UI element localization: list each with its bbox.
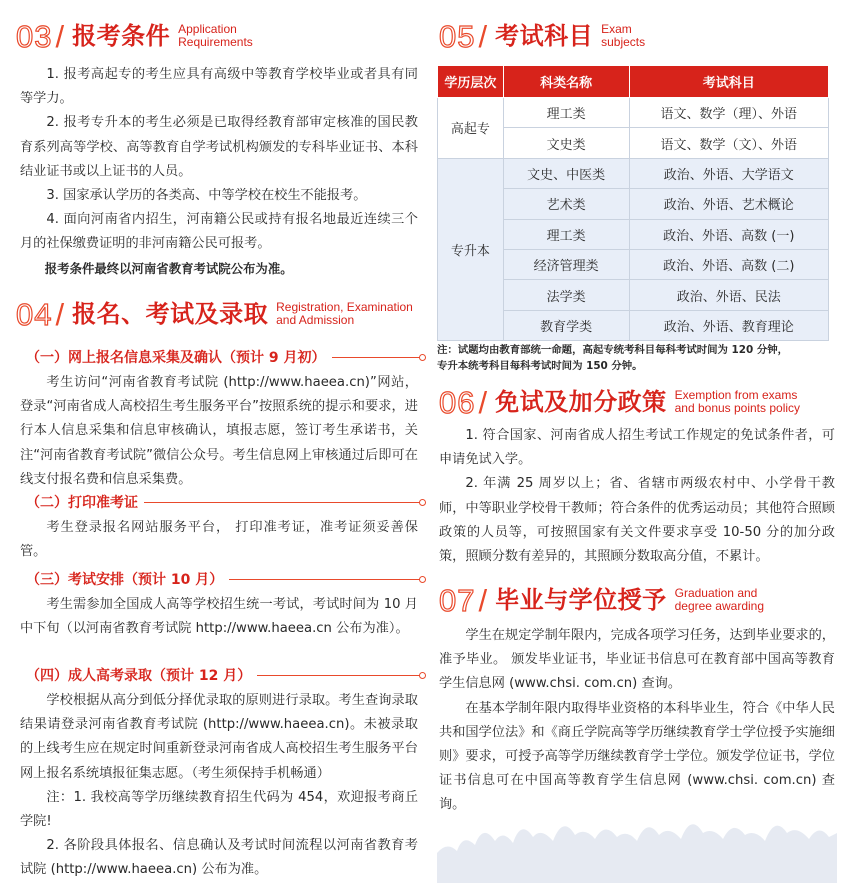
subsection-3-heading	[26, 569, 426, 589]
subsection-title: （二）打印准考证	[26, 495, 138, 511]
section-slash: /	[55, 296, 65, 332]
subsection-title: （一）网上报名信息采集及确认（预计 9 月初）	[26, 350, 326, 366]
section-title: 报考条件	[72, 22, 171, 50]
section-title-en: Application Requirements	[178, 22, 253, 49]
section-slash: /	[478, 384, 488, 420]
category-cell: 文史、中医类	[503, 158, 629, 188]
table-row	[438, 98, 829, 128]
divider-line	[332, 357, 421, 358]
section-03-header	[16, 16, 253, 56]
subsection-2-body	[20, 516, 418, 564]
subsection-4-body	[20, 689, 418, 883]
paragraph: 考生需参加全国成人高等学校招生统一考试，考试时间为 10 月中下旬（以河南省教育考试院 http://www.haeea.cn 公布为准）。	[20, 597, 418, 637]
section-number: 03	[16, 18, 53, 54]
section-04-header	[16, 294, 413, 334]
section-title: 毕业与学位授予	[495, 586, 667, 614]
subsection-1-heading	[26, 347, 426, 367]
section-title-en: Exam subjects	[601, 22, 646, 49]
subjects-cell: 政治、外语、民法	[629, 280, 829, 310]
table-note: 注：试题均由教育部统一命题，高起专统考科目每科考试时间为 120 分钟， 专升本统考科目每科考试时间为 150 分钟。	[437, 344, 789, 372]
category-cell: 文史类	[503, 128, 629, 158]
subjects-cell: 政治、外语、教育理论	[629, 310, 829, 340]
paragraph: 3. 国家承认学历的各类高、中等学校在校生不能报考。	[46, 188, 367, 204]
paragraph: 在基本学制年限内取得毕业资格的本科毕业生，符合《中华人民共和国学位法》和《商丘学院高等学历继续教育学士学位授予实施细则》要求，可授予高等学历继续教育学士学位。颁发学位证书，学位证书信息可在中国高等教育学生信息网 (www.chsi. com.cn) 查询。	[439, 700, 835, 813]
divider-dot	[419, 576, 426, 583]
section-number: 06	[439, 384, 476, 420]
category-cell: 理工类	[503, 98, 629, 128]
divider-line	[257, 675, 420, 676]
level-cell: 专升本	[438, 158, 504, 340]
paragraph: 学生在规定学制年限内，完成各项学习任务，达到毕业要求的，准予毕业。 颁发毕业证书，毕业证书信息可在教育部中国高等教育学生信息网 (www.chsi. com.cn) 查询。	[439, 628, 835, 692]
table-header-row	[438, 66, 829, 98]
subsection-4-heading	[26, 665, 426, 685]
column-header: 学历层次	[438, 66, 504, 98]
section-title-en: Graduation and degree awarding	[674, 586, 765, 613]
subsection-3-body	[20, 593, 418, 641]
paragraph: 考生访问“河南省教育考试院 (http://www.haeea.cn)”网站，登录“河南省成人高校招生考生服务平台”按照系统的提示和要求，进行本人信息采集和信息审核确认，填报志愿，签订考生承诺书，关注“河南省教育考试院”微信公众号。考生信息网上审核通过后即可在线支付报名费和信息采集费。	[20, 375, 418, 487]
section-title: 免试及加分政策	[495, 388, 667, 416]
column-header: 考试科目	[629, 66, 829, 98]
category-cell: 法学类	[503, 280, 629, 310]
paragraph: 1. 报考高起专的考生应具有高级中等教育学校毕业或者具有同等学力。	[20, 67, 418, 107]
section-title: 考试科目	[495, 22, 594, 50]
divider-dot	[419, 499, 426, 506]
section-slash: /	[478, 18, 488, 54]
category-cell: 教育学类	[503, 310, 629, 340]
divider-line	[144, 502, 420, 503]
bold-note: 报考条件最终以河南省教育考试院公布为准。	[44, 260, 293, 276]
section-07-body	[439, 624, 835, 818]
paragraph: 1. 符合国家、河南省成人招生考试工作规定的免试条件者，可申请免试入学。	[439, 428, 835, 468]
subjects-cell: 语文、数学（文）、外语	[629, 128, 829, 158]
section-number: 04	[16, 296, 53, 332]
crowd-silhouette-decoration	[437, 793, 837, 883]
subsection-title: （四）成人高考录取（预计 12 月）	[26, 668, 252, 684]
table-row	[438, 158, 829, 188]
section-title-en: Registration, Examination and Admission	[276, 300, 413, 327]
subjects-cell: 政治、外语、高数 (二)	[629, 249, 829, 279]
section-number: 07	[439, 582, 476, 618]
paragraph: 4. 面向河南省内招生，河南籍公民或持有报名地最近连续三个月的社保缴费证明的非河南籍公民可报考。	[20, 212, 418, 252]
level-cell: 高起专	[438, 98, 504, 159]
divider-dot	[419, 672, 426, 679]
section-title: 报名、考试及录取	[72, 300, 269, 328]
category-cell: 艺术类	[503, 189, 629, 219]
subjects-cell: 语文、数学（理）、外语	[629, 98, 829, 128]
paragraph: 考生登录报名网站服务平台， 打印准考证，准考证须妥善保管。	[20, 520, 418, 560]
subsection-2-heading	[26, 492, 426, 512]
section-slash: /	[55, 18, 65, 54]
paragraph: 注：1. 我校高等学历继续教育招生代码为 454，欢迎报考商丘学院!	[20, 789, 418, 830]
paragraph: 2. 年满 25 周岁以上；省、省辖市两级农村中、小学骨干教师，中等职业学校骨干教师；符合条件的优秀运动员；其他符合照顾政策的人员等，可按照国家有关文件要求享受 10-50 分的加分政策，照顾分数有差异的，其照顾分数取高分值，不累计。	[439, 476, 835, 565]
divider-dot	[419, 354, 426, 361]
section-05-header	[439, 16, 645, 56]
section-title-en: Exemption from exams and bonus points policy	[674, 388, 801, 415]
category-cell: 经济管理类	[503, 249, 629, 279]
paragraph: 学校根据从高分到低分择优录取的原则进行录取。考生查询录取结果请登录河南省教育考试院 (http://www.haeea.cn)。未被录取的上线考生应在规定时间重新登录河南省成人高校招生考生服务平台网上报名系统填报征集志愿。（考生须保持手机畅通）	[20, 693, 418, 781]
subjects-cell: 政治、外语、大学语文	[629, 158, 829, 188]
subsection-1-body	[20, 371, 418, 492]
section-06-body	[439, 424, 835, 569]
section-07-header	[439, 580, 764, 620]
exam-subjects-table	[437, 65, 829, 341]
category-cell: 理工类	[503, 219, 629, 249]
section-number: 05	[439, 18, 476, 54]
subsection-title: （三）考试安排（预计 10 月）	[26, 572, 224, 588]
divider-line	[229, 579, 420, 580]
subjects-cell: 政治、外语、高数 (一)	[629, 219, 829, 249]
column-header: 科类名称	[503, 66, 629, 98]
section-06-header	[439, 382, 800, 422]
paragraph: 2. 报考专升本的考生必须是已取得经教育部审定核准的国民教育系列高等学校、高等教育自学考试机构颁发的专科毕业证书、本科结业证书或以上证书的人员。	[20, 115, 418, 179]
subjects-cell: 政治、外语、艺术概论	[629, 189, 829, 219]
paragraph: 2. 各阶段具体报名、信息确认及考试时间流程以河南省教育考试院 (http://www.haeea.cn) 公布为准。	[20, 838, 418, 878]
section-slash: /	[478, 582, 488, 618]
section-03-body	[20, 63, 418, 281]
